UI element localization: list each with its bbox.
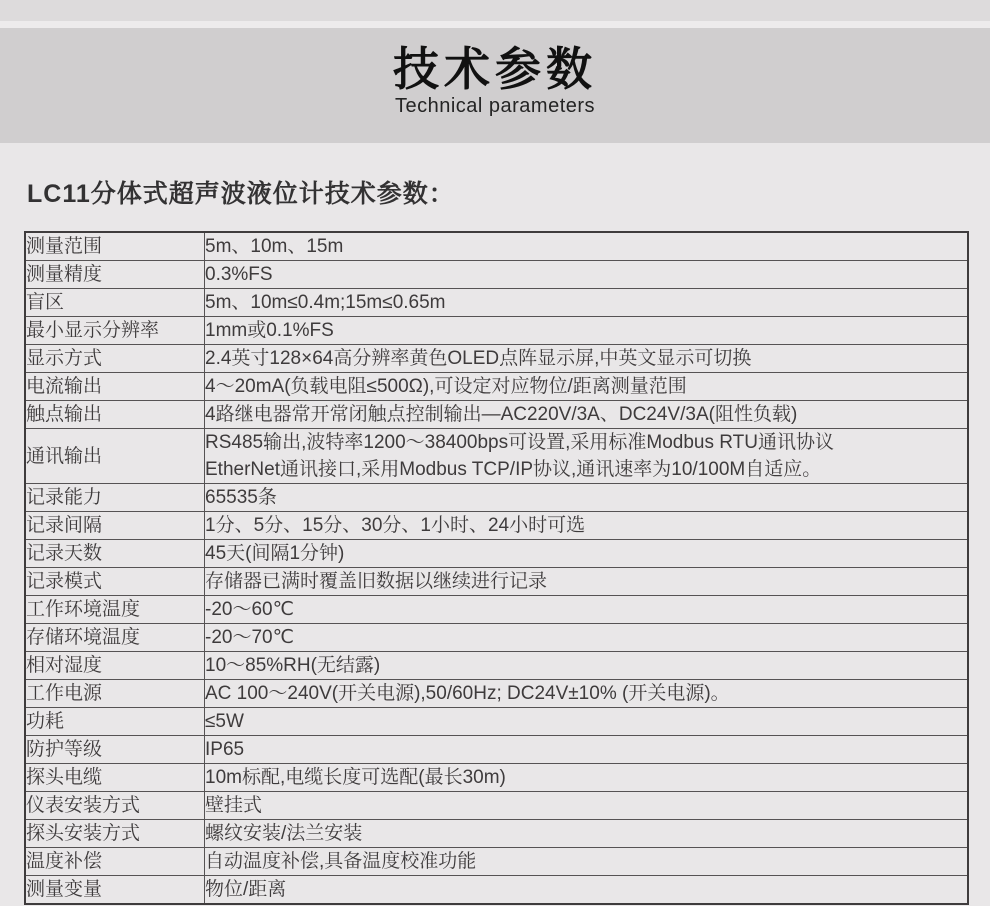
param-name-cell: 探头电缆 [25,764,205,792]
param-value-cell [205,708,969,736]
param-value-cell [205,317,969,345]
param-value-cell [205,568,969,596]
param-value-line: 45天(间隔1分钟) [205,543,345,564]
param-value-line: 自动温度补偿,具备温度校准功能 [205,851,477,872]
param-value-cell [205,624,969,652]
param-value-line: 壁挂式 [205,795,263,816]
param-value-line: 4～20mA(负载电阻≤500Ω),可设定对应物位/距离测量范围 [205,376,687,397]
table-row [25,512,968,540]
param-value-cell [205,652,969,680]
table-row [25,484,968,512]
param-name-cell: 测量精度 [25,261,205,289]
param-name-cell: 温度补偿 [25,848,205,876]
param-value-line: 1mm或0.1%FS [205,320,334,341]
table-row [25,596,968,624]
param-value-cell [205,401,969,429]
table-row [25,317,968,345]
param-name-cell: 工作电源 [25,680,205,708]
spec-table-body [25,232,968,904]
page-subtitle: Technical parameters [394,95,596,117]
param-name-cell: 记录间隔 [25,512,205,540]
param-name-cell: 记录天数 [25,540,205,568]
param-value-cell [205,876,969,905]
param-value-line: -20～60℃ [205,599,294,620]
param-name-cell: 盲区 [25,289,205,317]
top-strip [0,0,990,21]
param-name-cell: 测量变量 [25,876,205,905]
param-value-line: 存储器已满时覆盖旧数据以继续进行记录 [205,571,548,592]
table-row [25,792,968,820]
param-name-cell: 仪表安装方式 [25,792,205,820]
param-value-cell [205,680,969,708]
table-row [25,624,968,652]
table-row [25,736,968,764]
param-value-cell [205,373,969,401]
table-row [25,289,968,317]
param-name-cell: 通讯输出 [25,429,205,484]
param-value-line: 65535条 [205,487,277,508]
param-value-line: IP65 [205,739,245,760]
table-row [25,345,968,373]
param-value-cell [205,345,969,373]
param-name-cell: 最小显示分辨率 [25,317,205,345]
param-name-cell: 相对湿度 [25,652,205,680]
param-name-cell: 记录能力 [25,484,205,512]
param-value-cell [205,792,969,820]
table-row [25,373,968,401]
param-value-cell [205,429,969,484]
param-value-cell [205,484,969,512]
table-row [25,401,968,429]
param-value-cell [205,540,969,568]
param-value-line: 2.4英寸128×64高分辨率黄色OLED点阵显示屏,中英文显示可切换 [205,348,752,369]
param-value-line: 1分、5分、15分、30分、1小时、24小时可选 [205,515,586,536]
page-title: 技术参数 [393,43,597,95]
table-row [25,261,968,289]
table-row [25,680,968,708]
param-value-line: 0.3%FS [205,264,273,285]
param-value-cell [205,289,969,317]
param-value-line: ≤5W [205,711,244,732]
param-value-cell [205,261,969,289]
param-value-line: 10m标配,电缆长度可选配(最长30m) [205,767,506,788]
param-name-cell: 防护等级 [25,736,205,764]
param-value-line: 4路继电器常开常闭触点控制输出—AC220V/3A、DC24V/3A(阻性负载) [205,404,798,425]
param-name-cell: 存储环境温度 [25,624,205,652]
param-name-cell: 记录模式 [25,568,205,596]
param-value-line: 10～85%RH(无结露) [205,655,381,676]
table-row [25,652,968,680]
param-name-cell: 探头安装方式 [25,820,205,848]
param-value-line: EtherNet通讯接口,采用Modbus TCP/IP协议,通讯速率为10/100M自适应。 [205,459,822,480]
strip-gap [0,21,990,28]
table-row [25,708,968,736]
spec-table [24,231,969,905]
table-row [25,848,968,876]
param-value-cell [205,764,969,792]
table-row [25,232,968,261]
param-value-line: RS485输出,波特率1200～38400bps可设置,采用标准Modbus RTU通讯协议 [205,432,834,453]
param-value-cell [205,596,969,624]
param-value-cell [205,736,969,764]
param-value-line: 螺纹安装/法兰安装 [205,823,363,844]
param-value-line: 物位/距离 [205,879,287,900]
param-name-cell: 显示方式 [25,345,205,373]
param-name-cell: 功耗 [25,708,205,736]
table-row [25,876,968,905]
param-value-line: AC 100～240V(开关电源),50/60Hz; DC24V±10% (开关电源)。 [205,683,730,704]
table-row [25,764,968,792]
param-name-cell: 工作环境温度 [25,596,205,624]
table-row [25,568,968,596]
param-value-cell [205,820,969,848]
param-value-cell [205,232,969,261]
param-name-cell: 触点输出 [25,401,205,429]
table-row [25,540,968,568]
header-band [0,28,990,143]
table-row [25,429,968,484]
section-heading: LC11分体式超声波液位计技术参数： [27,180,455,208]
param-name-cell: 测量范围 [25,232,205,261]
param-name-cell: 电流输出 [25,373,205,401]
param-value-line: 5m、10m、15m [205,236,344,257]
param-value-line: 5m、10m≤0.4m;15m≤0.65m [205,292,446,313]
param-value-line: -20～70℃ [205,627,294,648]
param-value-cell [205,848,969,876]
table-row [25,820,968,848]
param-value-cell [205,512,969,540]
